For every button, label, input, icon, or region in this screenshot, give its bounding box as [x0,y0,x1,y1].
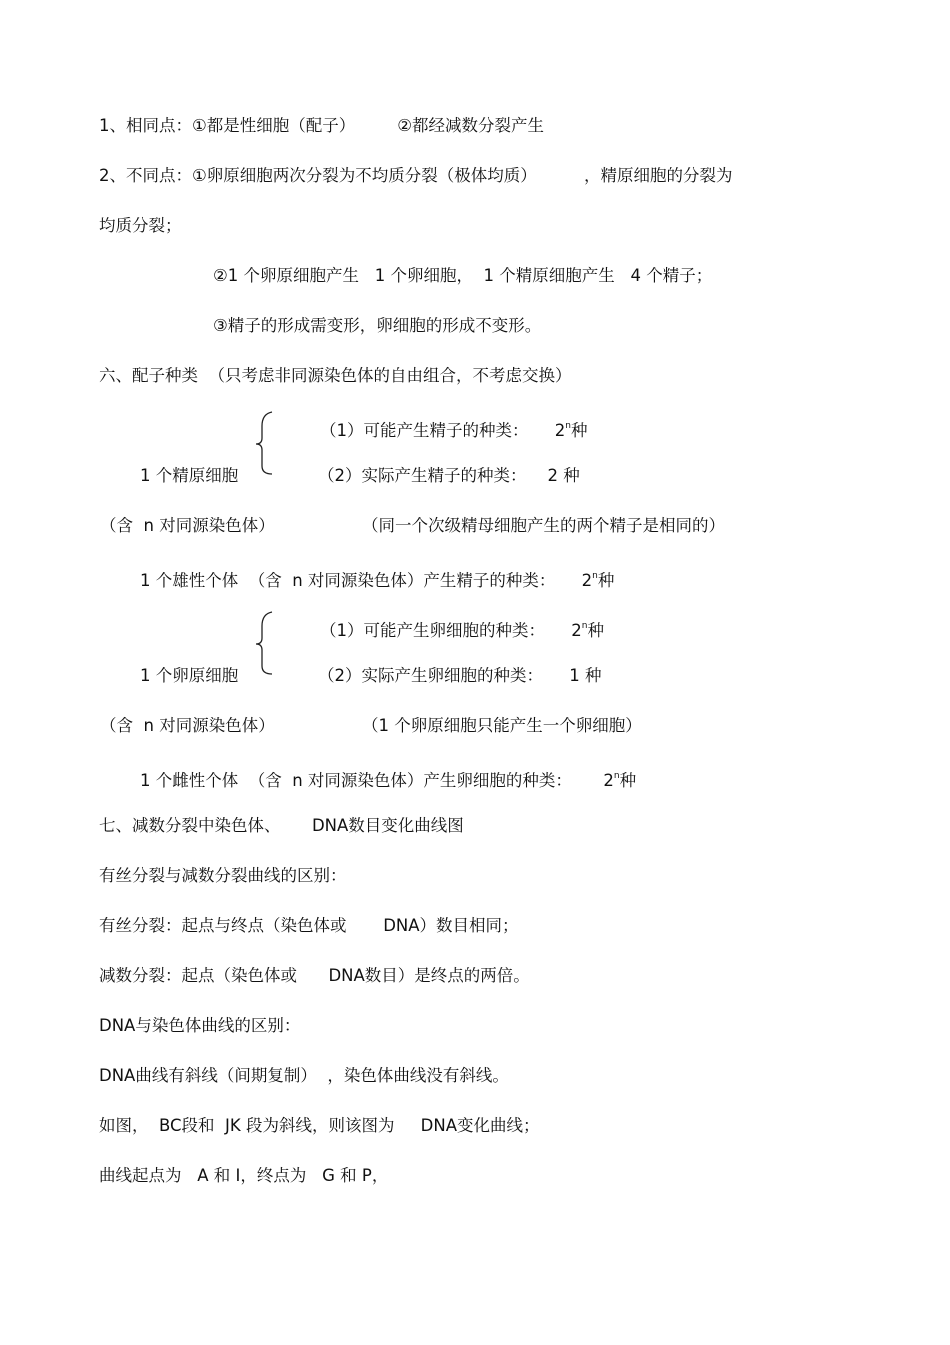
sperm-cell-label: 1 个精原细胞 [140,466,239,485]
line-similarity: 1、相同点：①都是性细胞（配子） ②都经减数分裂产生 [99,116,545,135]
text-line: DNA与染色体曲线的区别： [99,1016,301,1035]
text-line: 减数分裂：起点（染色体或 DNA数目）是终点的两倍。 [99,966,530,985]
text-line: DNA曲线有斜线（间期复制） ，染色体曲线没有斜线。 [99,1066,509,1085]
sperm-actual: （2）实际产生精子的种类： 2 种 [318,466,580,485]
egg-cell-label: 1 个卵原细胞 [140,666,239,685]
egg-note-right: （1 个卵原细胞只能产生一个卵细胞） [362,716,642,735]
female-individual: 1 个雌性个体 （含 n 对同源染色体）产生卵细胞的种类： 2$^n$种 [140,771,637,790]
male-individual: 1 个雄性个体 （含 n 对同源染色体）产生精子的种类： 2$^n$种 [140,571,615,590]
text-line: 如图， BC段和 JK 段为斜线，则该图为 DNA变化曲线； [99,1116,540,1135]
section-6-heading: 六、配子种类 （只考虑非同源染色体的自由组合，不考虑交换） [99,366,572,385]
line-difference: 2、不同点：①卵原细胞两次分裂为不均质分裂（极体均质） ，精原细胞的分裂为 [99,166,733,185]
brace-icon [252,410,276,478]
egg-note-left: （含 n 对同源染色体） [100,716,275,735]
line-difference-cont: 均质分裂； [99,216,182,235]
text-line: 有丝分裂与减数分裂曲线的区别： [99,866,347,885]
section-7-heading: 七、减数分裂中染色体、 DNA数目变化曲线图 [99,816,464,835]
line-difference-2: ②1 个卵原细胞产生 1 个卵细胞， 1 个精原细胞产生 4 个精子； [213,266,713,285]
egg-possible: （1）可能产生卵细胞的种类： 2$^n$种 [320,621,604,640]
line-difference-3: ③精子的形成需变形，卵细胞的形成不变形。 [213,316,542,335]
sperm-possible: （1）可能产生精子的种类： 2$^n$种 [320,421,588,440]
text-line: 曲线起点为 A 和 I，终点为 G 和 P， [99,1166,389,1185]
text-line: 有丝分裂：起点与终点（染色体或 DNA）数目相同； [99,916,519,935]
sperm-note-left: （含 n 对同源染色体） [100,516,275,535]
brace-icon [252,610,276,678]
egg-actual: （2）实际产生卵细胞的种类： 1 种 [318,666,602,685]
sperm-note-right: （同一个次级精母细胞产生的两个精子是相同的） [362,516,725,535]
